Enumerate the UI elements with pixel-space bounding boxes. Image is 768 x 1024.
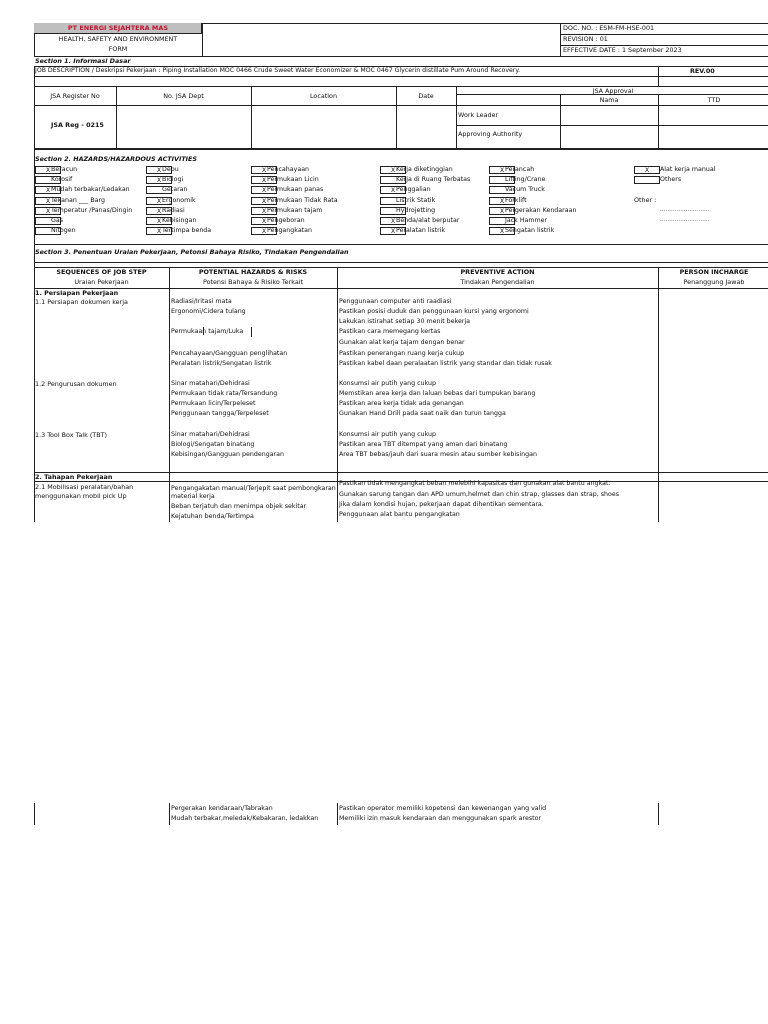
header-preventive: PREVENTIVE ACTION <box>460 268 535 276</box>
table-line: Pastikan penerangan ruang kerja cukup <box>339 350 465 357</box>
hazard-checkbox[interactable]: X <box>146 176 172 184</box>
part-2-title: 2. Tahapan Pekerjaan <box>35 473 113 481</box>
table-line: Lakukan istirahat setiap 30 menit bekerja <box>339 318 471 325</box>
step-1-3: 1.3 Tool Box Talk (TBT) <box>35 431 107 439</box>
table-line: Gunakan Hand Drill pada saat naik dan turun tangga <box>339 410 506 417</box>
hazard-label: Kebisingan <box>162 217 197 224</box>
hazard-checkbox[interactable]: X <box>634 166 660 174</box>
hazard-label: Getaran <box>162 186 188 194</box>
table-line: Jika dalam kondisi hujan, pekerjaan dapat dihentikan sementara. <box>339 501 544 508</box>
divider <box>202 23 203 57</box>
section-2-title: Section 2. HAZARDS/HAZARDOUS ACTIVITIES <box>35 155 198 163</box>
hazard-label: Penggalian <box>396 186 431 194</box>
table-line: Kejatuhan benda/Tertimpa <box>171 513 254 520</box>
hazard-checkbox[interactable]: X <box>489 227 515 235</box>
divider <box>34 803 35 825</box>
hazard-checkbox[interactable] <box>634 176 660 184</box>
hazard-label: Permukaan tajam <box>267 206 323 214</box>
hazard-checkbox[interactable]: X <box>146 217 172 225</box>
divider <box>337 267 338 522</box>
effective-date: EFFECTIVE DATE : 1 September 2023 <box>563 46 682 54</box>
hazard-label: Others <box>660 176 682 184</box>
table-line: Penggunaan computer anti raadiasi <box>339 298 452 305</box>
divider <box>658 267 659 522</box>
table-line: Permukaan tidak rata/Tersandung <box>171 390 278 397</box>
hazard-checkbox[interactable]: X <box>35 166 61 174</box>
header-sequences: SEQUENCES OF JOB STEP <box>56 268 147 276</box>
hazard-label: Radiasi <box>162 206 185 214</box>
hazard-label: Pengeboran <box>267 217 305 224</box>
divider <box>658 803 659 825</box>
divider <box>34 262 768 263</box>
hazard-label: Vacum Truck <box>505 186 545 194</box>
col-date: Date <box>418 92 434 100</box>
table-line: Gunakan sarung tangan dan APD umum,helmet dan chin strap, glasses dan strap, shoes <box>339 491 620 498</box>
hazard-label: Forklift <box>505 196 527 204</box>
header-preventive-sub: Tindakan Pengendalian <box>460 278 535 286</box>
hazard-checkbox[interactable]: X <box>146 166 172 174</box>
header-person: PERSON INCHARGE <box>679 268 749 276</box>
hazard-label: Gas <box>51 217 64 224</box>
step-2-1-line2: menggunakan mobil pick Up <box>35 492 127 500</box>
col-nama: Nama <box>599 96 619 104</box>
table-line: Gunakan alat kerja tajam dengan benar <box>339 339 465 346</box>
approving-authority-label: Approving Authority <box>458 130 523 138</box>
divider <box>456 125 768 126</box>
table-line: Permukaan tajam/Luka <box>171 328 244 335</box>
hazard-label: Permukaan Licin <box>267 176 319 184</box>
table-line: Pastikan kabel daan peralaatan listrik yang standar dan tidak rusak <box>339 360 552 367</box>
divider <box>34 244 768 245</box>
hazard-label: Pencahayaan <box>267 166 310 173</box>
hazard-label: Sengatan listrik <box>505 227 555 235</box>
table-line: Pastikan operator memiliki kopetensi dan kewenangan yang valid <box>339 805 547 812</box>
table-line: Pastikan tidak mengangkat beban melebihi kapasitas dan gunakan alat bantu angkat. <box>339 480 611 487</box>
hazard-checkbox[interactable]: X <box>251 186 277 194</box>
table-line: Permukaan licin/Terpeleset <box>171 400 256 407</box>
hazard-label: Mudah terbakar/Ledakan <box>51 186 130 194</box>
hazard-checkbox[interactable]: X <box>251 197 277 205</box>
step-2-1-line1: 2.1 Mobilisasi peralatan/bahan <box>35 483 134 491</box>
hazard-label: Listrik Statik <box>396 196 436 204</box>
hazard-checkbox[interactable]: X <box>146 227 172 235</box>
revision: REVISION : 01 <box>563 35 608 43</box>
table-line: Memstikan area kerja dan laluan bebas dari tumpukan barang <box>339 390 536 397</box>
table-line: material kerja <box>171 493 215 500</box>
table-line: Radiasi/Iritasi mata <box>171 298 232 305</box>
table-line: Pengangakatan manual/Terjepit saat pembongkaran <box>171 485 336 492</box>
doc-number: DOC. NO. : ESM-FM-HSE-001 <box>563 24 655 32</box>
col-dept: No. JSA Dept <box>163 92 204 100</box>
divider <box>34 105 768 106</box>
hazard-checkbox[interactable]: X <box>251 176 277 184</box>
hazard-checkbox[interactable]: X <box>146 197 172 205</box>
hazard-checkbox[interactable]: X <box>35 197 61 205</box>
hazard-checkbox[interactable]: X <box>251 207 277 215</box>
text-cursor <box>203 327 204 335</box>
hazard-label: Permukaan Tidak Rata <box>267 196 338 204</box>
hazard-checkbox[interactable]: X <box>380 227 406 235</box>
table-line: Konsumsi air putih yang cukup <box>339 431 436 438</box>
work-leader-label: Work Leader <box>458 111 499 119</box>
header-hazards: POTENTIAL HAZARDS & RISKS <box>198 268 308 276</box>
hazard-checkbox[interactable]: X <box>380 186 406 194</box>
hazard-label: Permukaan panas <box>267 186 324 194</box>
divider <box>560 23 561 57</box>
table-line: Pencahayaan/Gangguan penglihatan <box>171 350 288 357</box>
hazard-label: Jack Hammer <box>505 217 548 224</box>
rev-label: REV.00 <box>690 67 715 75</box>
hazard-checkbox[interactable]: X <box>251 217 277 225</box>
form-title-line1: HEALTH, SAFETY AND ENVIRONMENT <box>58 35 178 43</box>
col-approval: JSA Approval <box>592 87 634 95</box>
table-line: Pastikan posisi duduk dan penggunaan kursi yang ergonomi <box>339 308 529 315</box>
hazard-label: Beracun <box>51 166 78 173</box>
table-line: Pastikan area kerja tidak ada genangan <box>339 400 464 407</box>
hazard-label: Kerja diketinggian <box>396 166 453 173</box>
hazard-label: Kerja di Ruang Terbatas <box>396 176 471 184</box>
hazard-checkbox[interactable]: X <box>380 217 406 225</box>
header-hazards-sub: Potensi Bahaya & Risiko Terkait <box>202 278 304 286</box>
table-line: Konsumsi air putih yang cukup <box>339 380 436 387</box>
section-3-title: Section 3. Penentuan Uraian Pekerjaan, Petonsi Bahaya Risiko, Tindakan Pengendalian <box>35 248 349 256</box>
hazard-label: Benda/alat berputar <box>396 217 460 224</box>
col-register: JSA Register No <box>50 92 100 100</box>
step-1-2: 1.2 Pengurusan dokumen <box>35 380 117 388</box>
hazard-label: Ergonomik <box>162 196 196 204</box>
divider <box>337 803 338 825</box>
table-line: Pastikan area TBT ditempat yang aman dari binatang <box>339 441 508 448</box>
col-location: Location <box>309 92 338 100</box>
hazard-label: Hydrojetting <box>396 206 436 214</box>
table-line: Biologi/Sengatan binatang <box>171 441 255 448</box>
other-label: Other : <box>634 196 657 204</box>
hazard-label: Temperatur /Panas/Dingin <box>51 206 133 214</box>
hazard-checkbox[interactable]: X <box>35 186 61 194</box>
form-title-line2: FORM <box>108 45 128 53</box>
header-person-sub: Penanggung Jawab <box>683 278 745 286</box>
table-line: Pergerakan kendaraan/Tabrakan <box>171 805 273 812</box>
hazard-label: Biologi <box>162 176 184 184</box>
hazard-checkbox[interactable]: X <box>251 227 277 235</box>
table-line: Peralatan listrik/Sengatan listrik <box>171 360 272 367</box>
hazard-label: Pergerakan Kendaraan <box>505 206 577 214</box>
hazard-label: Tertimpa benda <box>162 227 212 235</box>
jsa-register-value: JSA Reg - 0215 <box>51 121 104 129</box>
hazard-label: Alat kerja manual <box>660 166 716 173</box>
hazard-checkbox[interactable]: X <box>489 197 515 205</box>
hazard-checkbox[interactable]: X <box>489 207 515 215</box>
table-line: Area TBT bebas/jauh dari suara mesin atau sumber kebisingan <box>339 451 537 458</box>
text-cursor <box>251 327 252 337</box>
hazard-checkbox[interactable]: X <box>35 207 61 215</box>
hazard-checkbox[interactable]: X <box>251 166 277 174</box>
hazard-checkbox[interactable]: X <box>146 207 172 215</box>
table-line: Sinar matahari/Dehidrasi <box>171 380 250 387</box>
table-line: Sinar matahari/Dehidrasi <box>171 431 250 438</box>
hazard-label: Perancah <box>505 166 535 173</box>
table-line: Penggunaan tangga/Terpeleset <box>171 410 269 417</box>
divider <box>169 267 170 522</box>
divider <box>658 66 659 87</box>
section-1-title: Section 1. Informasi Dasar <box>35 57 131 65</box>
hazard-checkbox[interactable]: X <box>380 166 406 174</box>
job-description: JOB DESCRIPTION / Deskripsi Pekerjaan : Piping Installation MOC 0466 Crude Sweet Water Economizer & MOC 0467 Glycerin distillate Pum Around Recovery. <box>35 67 521 74</box>
table-line: Pastikan cara memegang kertas <box>339 328 441 335</box>
company-name: PT ENERGI SEJAHTERA MAS <box>67 24 169 32</box>
hazard-label: Tekanan ___ Barg <box>51 196 105 204</box>
table-line: Kebisingan/Gangguan pendengaran <box>171 451 285 458</box>
part-1-title: 1. Persiapan Pekerjaan <box>35 289 119 297</box>
divider <box>169 803 170 825</box>
hazard-label: Debu <box>162 166 179 173</box>
step-1-1: 1.1 Persiapan dokumen kerja <box>35 298 128 306</box>
table-line: Penggunaan alat bantu pengangkatan <box>339 511 460 518</box>
divider <box>456 86 457 149</box>
table-line: Ergonomi/Cidera tulang <box>171 308 246 315</box>
other-line-2: ……………………… <box>660 217 710 223</box>
hazard-checkbox[interactable]: X <box>489 166 515 174</box>
col-ttd: TTD <box>707 96 721 104</box>
table-line: Beban terjatuh dan menimpa objek sekitar <box>171 503 307 510</box>
header-sequences-sub: Uraian Pekerjaan <box>74 278 129 286</box>
hazard-label: Pengangkatan <box>267 227 312 235</box>
table-line: Mudah terbakar,meledak/Kebakaran, ledakkan <box>171 815 319 822</box>
hazard-label: Peralatan listrik <box>396 227 446 235</box>
other-line-1: ……………………… <box>660 207 710 213</box>
hazard-label: Korosif <box>51 176 73 184</box>
hazard-label: Nitogen <box>51 227 76 235</box>
table-line: Memiliki izin masuk kendaraan dan menggunakan spark arestor <box>339 815 542 822</box>
hazard-label: Lifting/Crane <box>505 176 546 184</box>
